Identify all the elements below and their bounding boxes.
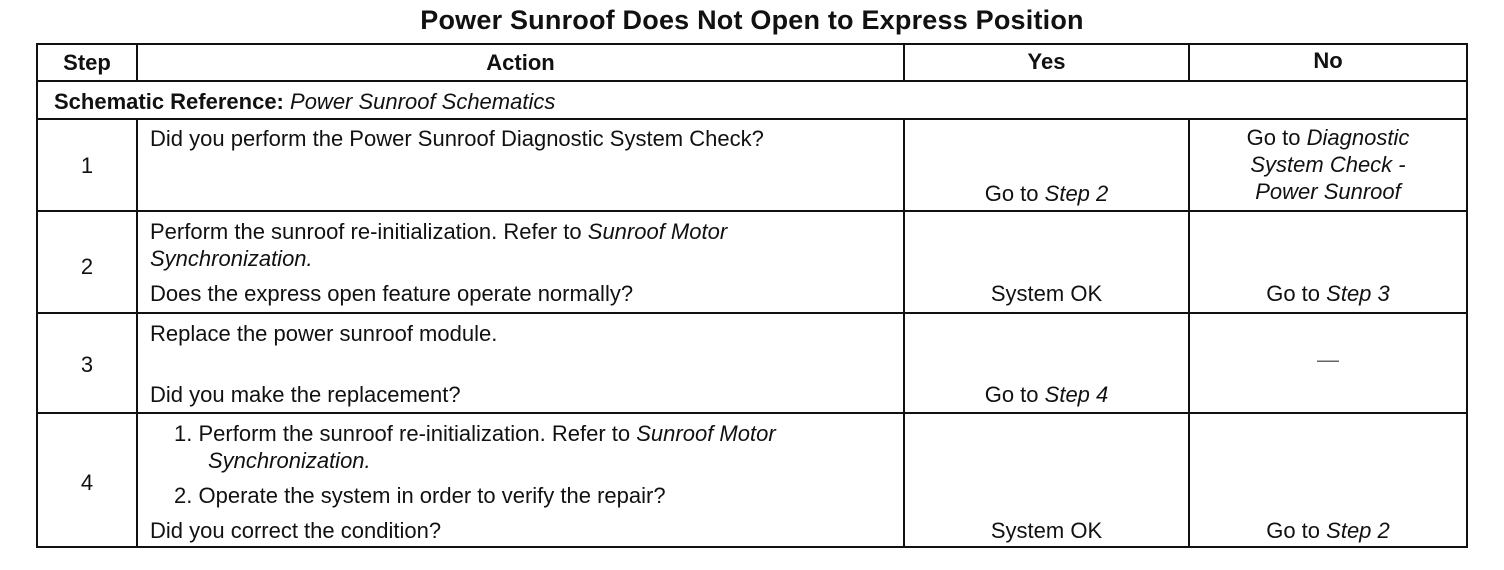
column-divider (136, 118, 138, 548)
procedure-link: Sunroof Motor (636, 421, 776, 446)
header-step: Step (63, 50, 111, 75)
schematic-divider (38, 118, 1466, 120)
header-divider (38, 80, 1466, 82)
row-divider (38, 312, 1466, 314)
yes-result: System OK (990, 281, 1103, 306)
action-text: Did you perform the Power Sunroof Diagnostic System Check? (150, 126, 764, 151)
schematic-reference (54, 88, 555, 115)
step-link: Step 4 (1044, 382, 1109, 407)
action-text-line2: Synchronization. (150, 246, 313, 271)
step-number: 4 (80, 470, 94, 495)
step-link: Step 2 (1326, 518, 1390, 543)
step-link: Step 3 (1326, 281, 1390, 306)
no-result-line2: System Check - (1250, 152, 1406, 177)
header-action: Action (486, 50, 555, 75)
diagnostic-link: Diagnostic (1306, 125, 1410, 150)
action-question: Did you correct the condition? (150, 518, 442, 543)
step-number: 2 (80, 254, 94, 279)
step-number: 3 (80, 352, 94, 377)
action-text: Replace the power sunroof module. (150, 321, 498, 346)
row-divider (38, 210, 1466, 212)
yes-result: Go to Step 2 (984, 181, 1109, 206)
page-title: Power Sunroof Does Not Open to Express Position (420, 5, 1084, 35)
action-item-2: 2. Operate the system in order to verify the repair? (174, 483, 666, 508)
no-result-dash: — (1317, 347, 1339, 372)
action-question: Did you make the replacement? (150, 382, 461, 407)
header-yes: Yes (1027, 49, 1066, 74)
step-number: 1 (80, 153, 94, 178)
header-no: No (1313, 48, 1343, 73)
schematic-link: Power Sunroof Schematics (290, 89, 556, 114)
no-result-line3: Power Sunroof (1255, 179, 1401, 204)
yes-result: Go to Step 4 (984, 382, 1109, 407)
step-link: Step 2 (1044, 181, 1109, 206)
row-divider (38, 412, 1466, 414)
no-result: Go to Diagnostic (1246, 125, 1410, 150)
schematic-label: Schematic Reference: (54, 89, 284, 114)
procedure-link: Sunroof Motor (587, 219, 728, 244)
diagnostic-table (36, 43, 1468, 548)
no-result: Go to Step 3 (1266, 281, 1390, 306)
action-item-1-line2: Synchronization. (208, 448, 371, 473)
action-question: Does the express open feature operate normally? (150, 281, 634, 306)
action-item-1: 1. Perform the sunroof re-initialization. Refer to Sunroof Motor (174, 421, 776, 446)
no-result: Go to Step 2 (1266, 518, 1390, 543)
action-text: Perform the sunroof re-initialization. Refer to Sunroof Motor (150, 219, 728, 244)
yes-result: System OK (990, 518, 1103, 543)
